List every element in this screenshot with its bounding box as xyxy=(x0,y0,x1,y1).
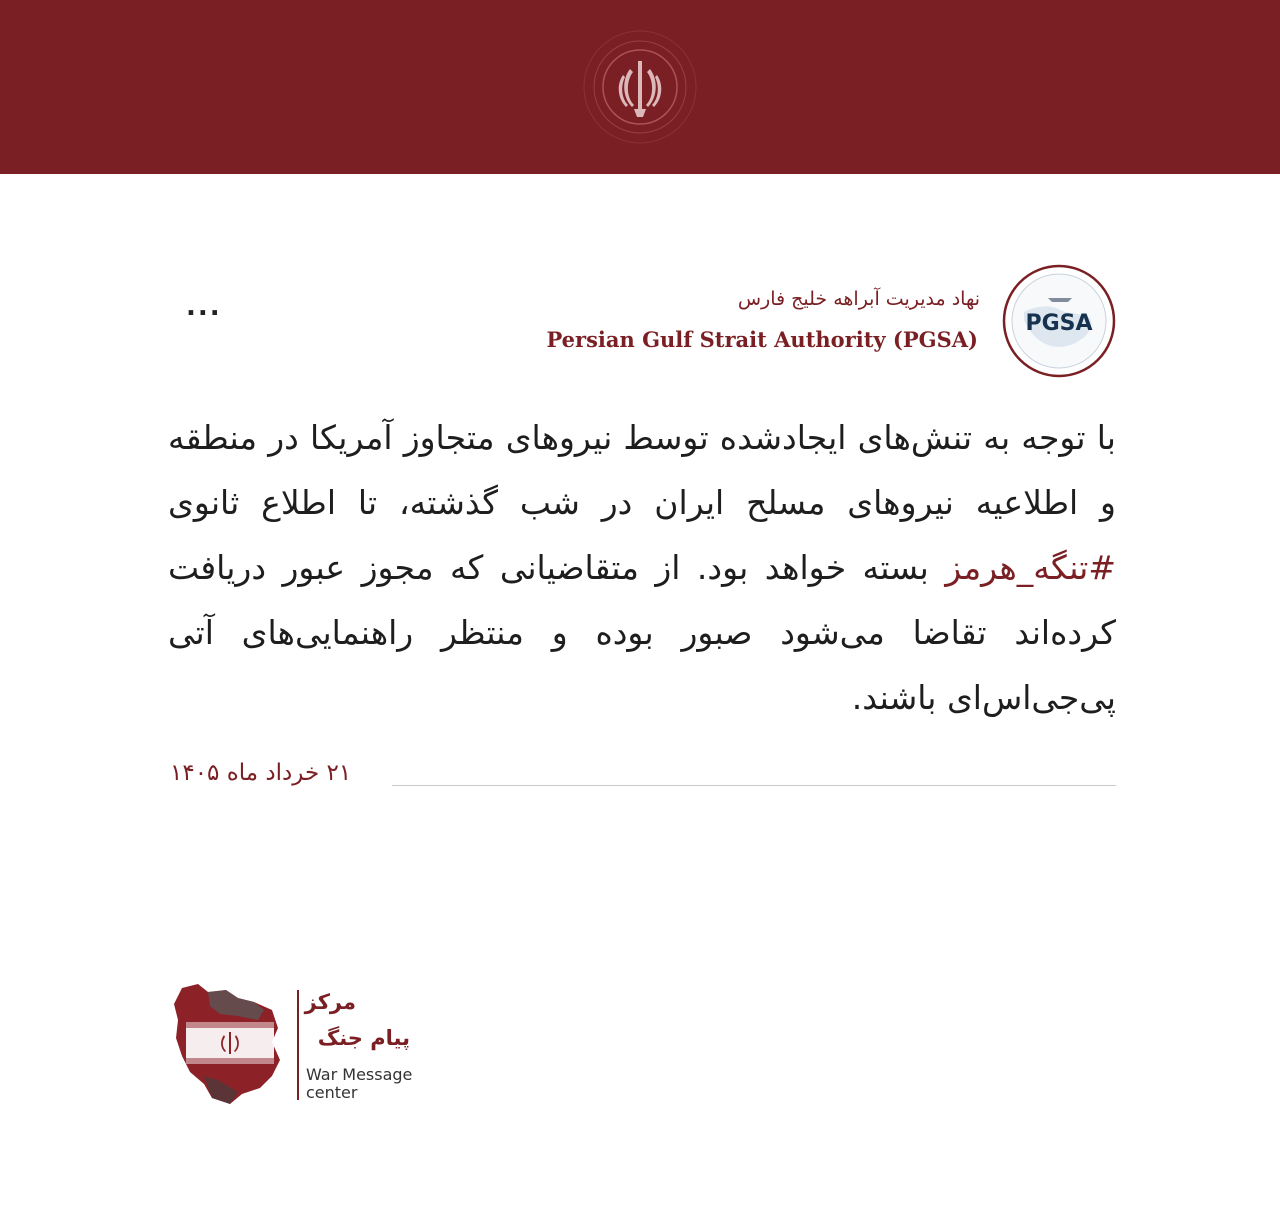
account-avatar[interactable] xyxy=(1002,264,1116,378)
iran-map-icon xyxy=(168,980,290,1106)
footer-english-line1: War Message xyxy=(306,1065,413,1084)
footer-divider xyxy=(297,990,299,1100)
top-banner xyxy=(0,0,1280,174)
post-date: ۲۱ خرداد ماه ۱۴۰۵ xyxy=(170,760,352,786)
date-row xyxy=(170,760,1116,800)
date-divider xyxy=(392,785,1116,786)
iran-emblem-icon xyxy=(580,27,700,147)
footer-title-line2: پیام جنگ xyxy=(317,1026,410,1050)
footer-title-line1: مرکز xyxy=(304,990,356,1014)
post-text-part-2: بسته خواهد بود. از متقاضیانی که مجوز عبور دریافت کرده‌اند تقاضا می‌شود صبور بوده و منتظر راهنمایی‌های آتی پی‌جی‌اس‌ای باشند. xyxy=(168,548,1116,717)
account-name-persian[interactable]: نهاد مدیریت آبراهه خلیج فارس xyxy=(737,288,980,310)
more-options-button[interactable]: ... xyxy=(186,292,222,322)
account-name-english[interactable]: Persian Gulf Strait Authority (PGSA) xyxy=(546,327,978,352)
hashtag-link[interactable]: #تنگه_هرمز xyxy=(945,548,1116,587)
post-body xyxy=(168,405,1116,730)
post-text-part-1: با توجه به تنش‌های ایجادشده توسط نیروهای متجاوز آمریکا در منطقه و اطلاعیه نیروهای مسلح ایران در شب گذشته، تا اطلاع ثانوی xyxy=(168,418,1116,522)
footer-english-line2: center xyxy=(306,1083,358,1102)
post-header xyxy=(160,260,1120,380)
logo-text: PGSA xyxy=(1025,311,1093,336)
